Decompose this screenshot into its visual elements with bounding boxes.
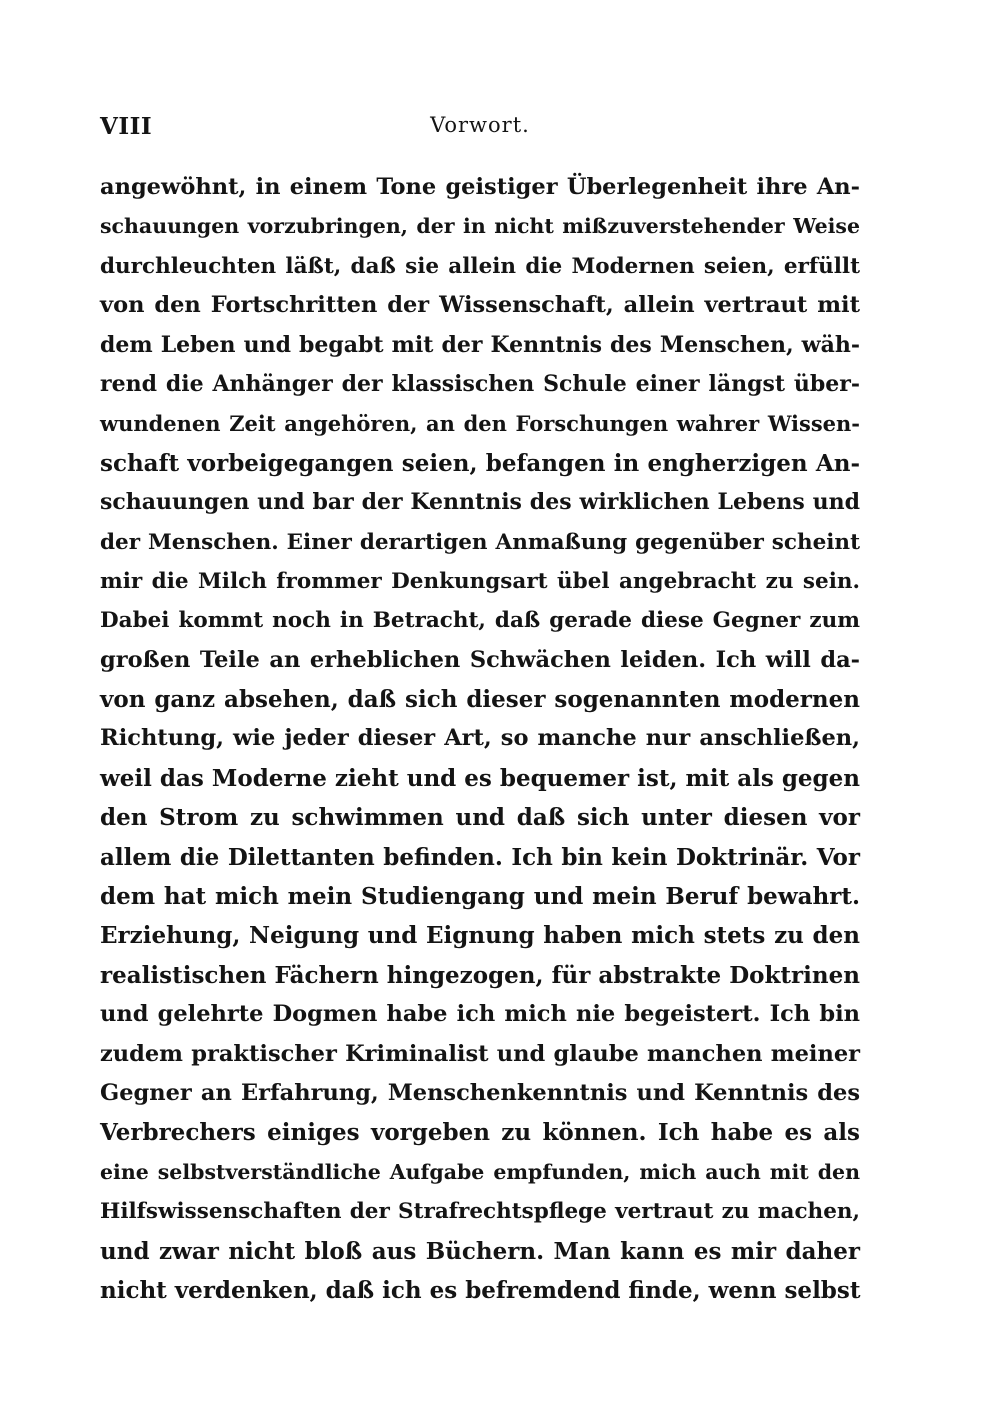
text-line: mir die Milch frommer Denkungsart übel angebracht zu sein. [100, 568, 860, 594]
text-line: realistischen Fächern hingezogen, für abstrakte Doktrinen [100, 961, 860, 989]
text-line: angewöhnt, in einem Tone geistiger Überlegenheit ihre An- [100, 174, 860, 200]
running-title: Vorwort. [430, 113, 530, 137]
body-text [100, 168, 860, 1310]
text-line: eine selbstverständliche Aufgabe empfunden, mich auch mit den [100, 1159, 860, 1184]
text-line: von ganz absehen, daß sich dieser sogenannten modernen [100, 686, 860, 714]
text-line: Erziehung, Neigung und Eignung haben mich stets zu den [100, 922, 860, 950]
text-line: wundenen Zeit angehören, an den Forschungen wahrer Wissen- [100, 411, 860, 437]
text-line: zudem praktischer Kriminalist und glaube manchen meiner [100, 1040, 860, 1067]
text-line: Hilfswissenschaften der Strafrechtspflege vertraut zu machen, [100, 1199, 860, 1225]
text-line: allem die Dilettanten befinden. Ich bin kein Doktrinär. Vor [100, 843, 860, 871]
text-line: schaft vorbeigegangen seien, befangen in engherzigen An- [100, 449, 860, 477]
text-line: nicht verdenken, daß ich es befremdend finde, wenn selbst [100, 1276, 861, 1304]
text-line: dem Leben und begabt mit der Kenntnis des Menschen, wäh- [100, 331, 860, 358]
text-line: und gelehrte Dogmen habe ich mich nie begeistert. Ich bin [100, 1001, 860, 1028]
text-line: der Menschen. Einer derartigen Anmaßung gegenüber scheint [100, 529, 860, 555]
text-line: Verbrechers einiges vorgeben zu können. Ich habe es als [100, 1119, 860, 1147]
text-line: Richtung, wie jeder dieser Art, so manche nur anschließen, [100, 725, 860, 752]
page-number: VIII [100, 113, 153, 140]
text-line: von den Fortschritten der Wissenschaft, allein vertraut mit [100, 292, 860, 319]
text-line: weil das Moderne zieht und es bequemer ist, mit als gegen [100, 764, 860, 792]
text-line: durchleuchten läßt, daß sie allein die Modernen seien, erfüllt [100, 253, 860, 279]
text-line: großen Teile an erheblichen Schwächen leiden. Ich will da- [100, 646, 860, 673]
text-line: Gegner an Erfahrung, Menschenkenntnis und Kenntnis des [100, 1079, 860, 1106]
text-line: und zwar nicht bloß aus Büchern. Man kann es mir daher [100, 1237, 860, 1265]
text-line: schauungen vorzubringen, der in nicht mißzuverstehender Weise [100, 214, 860, 239]
text-line: Dabei kommt noch in Betracht, daß gerade diese Gegner zum [100, 608, 860, 634]
text-line: rend die Anhänger der klassischen Schule einer längst über- [100, 370, 860, 397]
text-line: den Strom zu schwimmen und daß sich unter diesen vor [100, 804, 860, 832]
text-line: dem hat mich mein Studiengang und mein Beruf bewahrt. [100, 883, 860, 911]
page-header [100, 113, 860, 149]
text-line: schauungen und bar der Kenntnis des wirklichen Lebens und [100, 489, 860, 516]
